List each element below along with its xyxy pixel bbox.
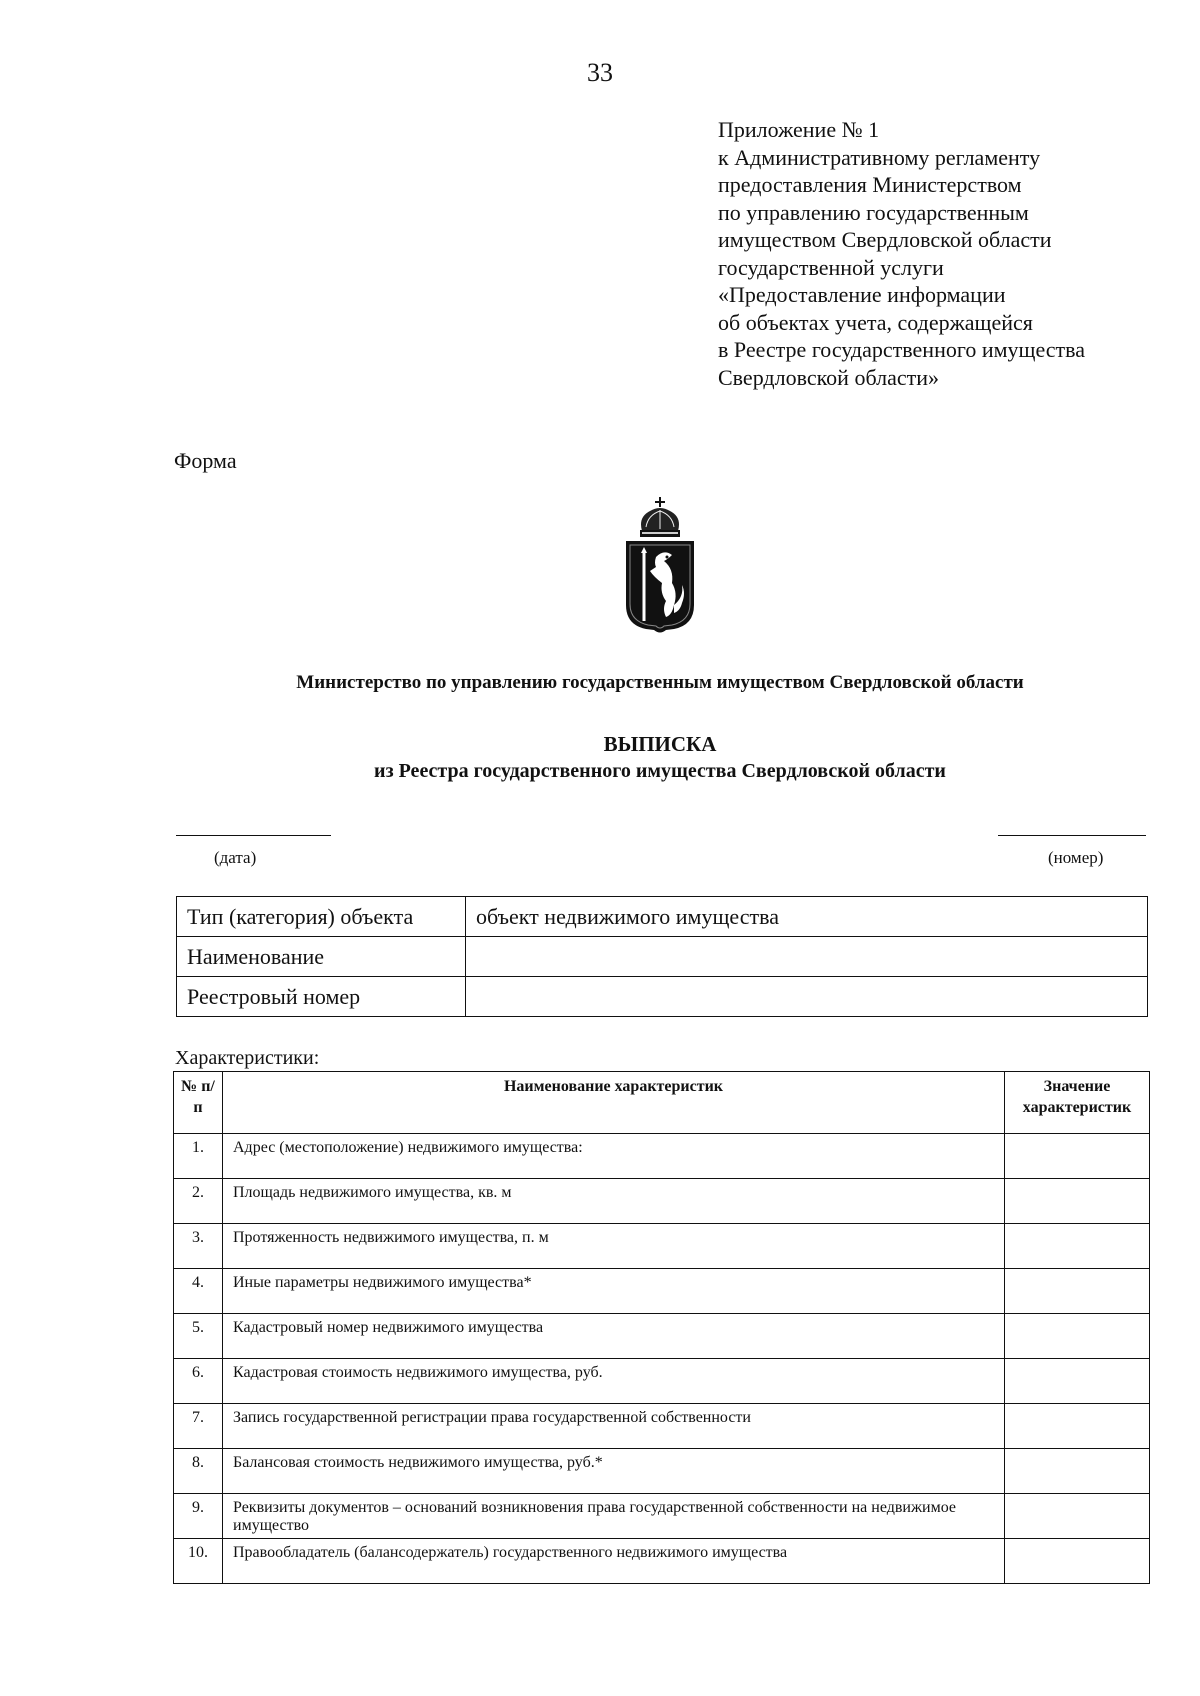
appendix-line: имуществом Свердловской области bbox=[718, 227, 1052, 252]
row-value bbox=[1005, 1224, 1150, 1269]
date-underline bbox=[176, 835, 331, 836]
table-row bbox=[174, 1494, 1150, 1539]
row-name: Адрес (местоположение) недвижимого имущества: bbox=[223, 1134, 1005, 1179]
row-num: 2. bbox=[174, 1179, 223, 1224]
appendix-line: об объектах учета, содержащейся bbox=[718, 309, 1033, 335]
row-name: Запись государственной регистрации права государственной собственности bbox=[223, 1404, 1005, 1449]
row-name: Кадастровая стоимость недвижимого имущества, руб. bbox=[223, 1359, 1005, 1404]
document-subtitle: из Реестра государственного имущества Свердловской области bbox=[374, 760, 946, 782]
appendix-line: в Реестре государственного имущества bbox=[718, 337, 1086, 362]
row-name: Протяженность недвижимого имущества, п. м bbox=[223, 1224, 1005, 1269]
row-value bbox=[1005, 1404, 1150, 1449]
document-title: ВЫПИСКА bbox=[603, 732, 717, 756]
table-row bbox=[174, 1359, 1150, 1404]
appendix-line: «Предоставление информации bbox=[718, 282, 1006, 307]
row-name: Реквизиты документов – оснований возникновения права государственной собственности на недвижимое имущество bbox=[223, 1494, 1005, 1539]
row-num: 10. bbox=[174, 1539, 223, 1584]
appendix-line: государственной услуги bbox=[718, 254, 944, 280]
crown-icon bbox=[640, 497, 680, 537]
date-caption: (дата) bbox=[214, 848, 257, 867]
header-name: Наименование характеристик bbox=[223, 1072, 1005, 1134]
row-value bbox=[1005, 1359, 1150, 1404]
row-value bbox=[1005, 1134, 1150, 1179]
page-number: 33 bbox=[587, 58, 613, 87]
row-num: 8. bbox=[174, 1449, 223, 1494]
ministry-name: Министерство по управлению государственным имуществом Свердловской области bbox=[296, 672, 1024, 693]
row-value bbox=[1005, 1539, 1150, 1584]
table-row bbox=[174, 1404, 1150, 1449]
number-underline bbox=[998, 835, 1146, 836]
number-caption: (номер) bbox=[1048, 848, 1104, 867]
table-row bbox=[174, 1134, 1150, 1179]
table-row bbox=[174, 1539, 1150, 1584]
table-row bbox=[174, 1179, 1150, 1224]
characteristics-label: Характеристики: bbox=[175, 1047, 320, 1069]
object-info-table bbox=[176, 896, 1148, 1017]
row-name: Правообладатель (балансодержатель) государственного недвижимого имущества bbox=[223, 1539, 1005, 1584]
coat-of-arms-icon bbox=[620, 497, 700, 637]
appendix-line: предоставления Министерством bbox=[718, 172, 1022, 197]
registry-number-label: Реестровый номер bbox=[177, 977, 466, 1017]
appendix-line: по управлению государственным bbox=[718, 199, 1029, 225]
appendix-line: Свердловской области» bbox=[718, 364, 939, 390]
row-num: 4. bbox=[174, 1269, 223, 1314]
row-value bbox=[1005, 1179, 1150, 1224]
appendix-line: Приложение № 1 bbox=[718, 117, 880, 142]
table-header-row bbox=[174, 1072, 1150, 1134]
appendix-header bbox=[718, 116, 1085, 391]
row-num: 1. bbox=[174, 1134, 223, 1179]
row-value bbox=[1005, 1314, 1150, 1359]
object-type-value: объект недвижимого имущества bbox=[466, 897, 1148, 937]
form-label: Форма bbox=[174, 448, 237, 473]
object-name-value bbox=[466, 937, 1148, 977]
table-row bbox=[174, 1314, 1150, 1359]
characteristics-table bbox=[173, 1071, 1150, 1584]
table-row bbox=[174, 1449, 1150, 1494]
row-name: Площадь недвижимого имущества, кв. м bbox=[223, 1179, 1005, 1224]
row-num: 7. bbox=[174, 1404, 223, 1449]
row-value bbox=[1005, 1494, 1150, 1539]
row-num: 6. bbox=[174, 1359, 223, 1404]
row-name: Иные параметры недвижимого имущества* bbox=[223, 1269, 1005, 1314]
row-value bbox=[1005, 1449, 1150, 1494]
row-num: 9. bbox=[174, 1494, 223, 1539]
row-value bbox=[1005, 1269, 1150, 1314]
header-value: Значение характеристик bbox=[1005, 1072, 1150, 1134]
registry-number-value bbox=[466, 977, 1148, 1017]
table-row bbox=[174, 1269, 1150, 1314]
table-row bbox=[177, 977, 1148, 1017]
object-type-label: Тип (категория) объекта bbox=[177, 897, 466, 937]
table-row bbox=[177, 897, 1148, 937]
row-name: Балансовая стоимость недвижимого имущества, руб.* bbox=[223, 1449, 1005, 1494]
row-name: Кадастровый номер недвижимого имущества bbox=[223, 1314, 1005, 1359]
row-num: 5. bbox=[174, 1314, 223, 1359]
table-row bbox=[174, 1224, 1150, 1269]
object-name-label: Наименование bbox=[177, 937, 466, 977]
appendix-line: к Административному регламенту bbox=[718, 144, 1041, 170]
row-num: 3. bbox=[174, 1224, 223, 1269]
table-row bbox=[177, 937, 1148, 977]
header-num: № п/п bbox=[174, 1072, 223, 1134]
